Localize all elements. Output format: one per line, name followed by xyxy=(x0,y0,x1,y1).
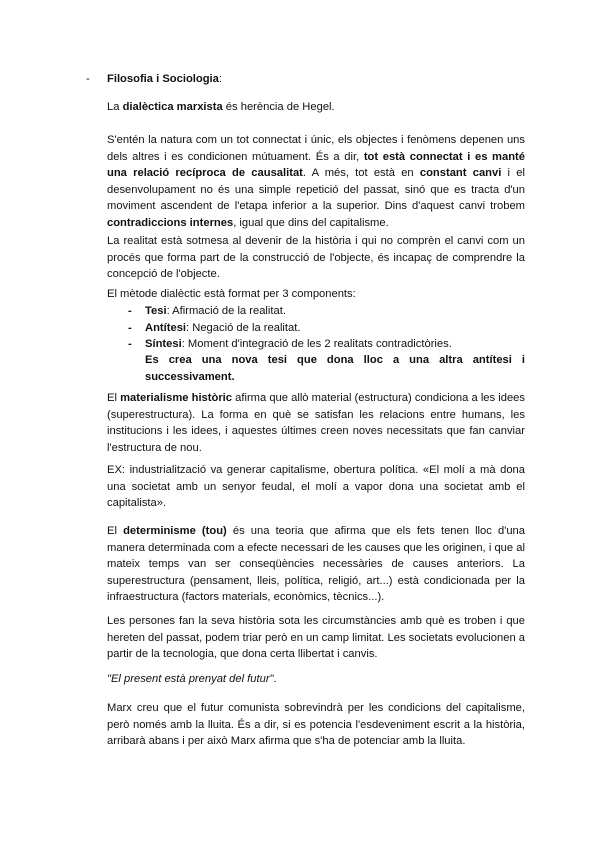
text-run: : Afirmació de la realitat. xyxy=(166,305,286,317)
paragraph-dialectics-intro xyxy=(107,99,525,116)
bold-term: constant canvi xyxy=(419,167,502,180)
list-bullet: - xyxy=(128,338,132,351)
text-run: La xyxy=(107,101,123,113)
paragraph-quote xyxy=(107,671,525,688)
section-heading xyxy=(86,71,222,87)
list-item xyxy=(128,336,528,353)
text-run: . xyxy=(273,673,277,685)
text-run: i el desenvolupament no és una simple repetició del passat, sinó que es tracta d'un moviment ascendent de l'etapa inferior a la superior. Dins d'aquest canvi trobem xyxy=(107,167,525,213)
paragraph-historical-materialism xyxy=(107,390,525,456)
italic-quote: "El present està prenyat del futur" xyxy=(107,673,274,685)
bold-term: tot està connectat i es manté una relació recíproca de causalitat xyxy=(107,150,525,180)
text-run: afirma que allò material (estructura) condiciona a les idees (superestructura). La forma en què se satisfan les relacions entre humans, les institucions i les idees, i aquestes últimes creen noves necessitats que fan canviar l'estructura de nou. xyxy=(107,392,525,454)
bold-term: Síntesi xyxy=(145,338,182,351)
list-bullet: - xyxy=(128,305,132,317)
heading-colon: : xyxy=(218,73,222,85)
components-list xyxy=(128,303,528,353)
paragraph-reality-becoming: La realitat està sotmesa al devenir de la història i qui no comprèn el canvi com un procés que forma part de la construcció de l'objecte, és incapaç de comprendre la concepció de l'objecte. xyxy=(107,235,525,281)
paragraph-example: EX: industrialització va generar capitalisme, obertura política. «El molí a mà dona una societat amb un senyor feudal, el molí a vapor dona una societat amb el capitalista». xyxy=(107,464,525,510)
text-run: : Moment d'integració de les 2 realitats contradictòries. xyxy=(181,338,452,351)
paragraph-nature-connected xyxy=(107,132,525,232)
heading-title: Filosofia i Sociologia xyxy=(107,73,219,85)
bold-term: dialèctica marxista xyxy=(122,101,223,113)
synthesis-note: Es crea una nova tesi que dona lloc a una altra antítesi i successivament. xyxy=(145,354,525,383)
list-item xyxy=(128,303,528,320)
paragraph-people-history: Les persones fan la seva història sota les circumstàncies amb què es troben i que hereten del passat, podem triar però en un camp limitat. Les societats evolucionen a partir de la tecnologia, que dona certa llibertat i canvis. xyxy=(107,615,525,661)
text-run: S'entén la natura com un tot connectat i únic, els objectes i fenòmens depenen uns dels altres i es condicionen mútuament. És a dir, xyxy=(107,134,525,163)
bold-term: contradiccions internes xyxy=(107,216,234,229)
list-bullet: - xyxy=(128,321,132,334)
paragraph-method-components: El mètode dialèctic està format per 3 components: xyxy=(107,288,356,300)
text-run: és herència de Hegel. xyxy=(222,101,335,113)
heading-bullet: - xyxy=(86,73,90,85)
text-run: , igual que dins del capitalisme. xyxy=(233,216,389,229)
bold-term: Tesi xyxy=(145,305,167,317)
bold-term: Antítesi xyxy=(145,321,187,334)
paragraph-marx-future: Marx creu que el futur comunista sobrevindrà per les condicions del capitalisme, però només amb la lluita. És a dir, si es potencia l'esdeveniment escrit a la història, arribarà abans i per això Marx afirma que s'ha de potenciar amb la lluita. xyxy=(107,702,525,748)
text-run: : Negació de la realitat. xyxy=(186,321,301,334)
list-item xyxy=(128,320,528,337)
text-run: és una teoria que afirma que els fets tenen lloc d'una manera determinada com a efecte necessari de les causes que les originen, i que al mateix temps van ser conseqüències necessàries de causes anteriors. La superestructura (pensament, lleis, política, religió, art...) està condicionada per la infraestructura (factors materials, econòmics, tècnics...). xyxy=(107,525,525,604)
paragraph-determinism xyxy=(107,523,525,606)
text-run: El xyxy=(107,525,124,537)
text-run: . A més, tot està en xyxy=(302,167,420,180)
bold-term: materialisme històric xyxy=(120,392,233,404)
bold-term: determinisme (tou) xyxy=(123,525,227,537)
text-run: El xyxy=(107,392,121,404)
